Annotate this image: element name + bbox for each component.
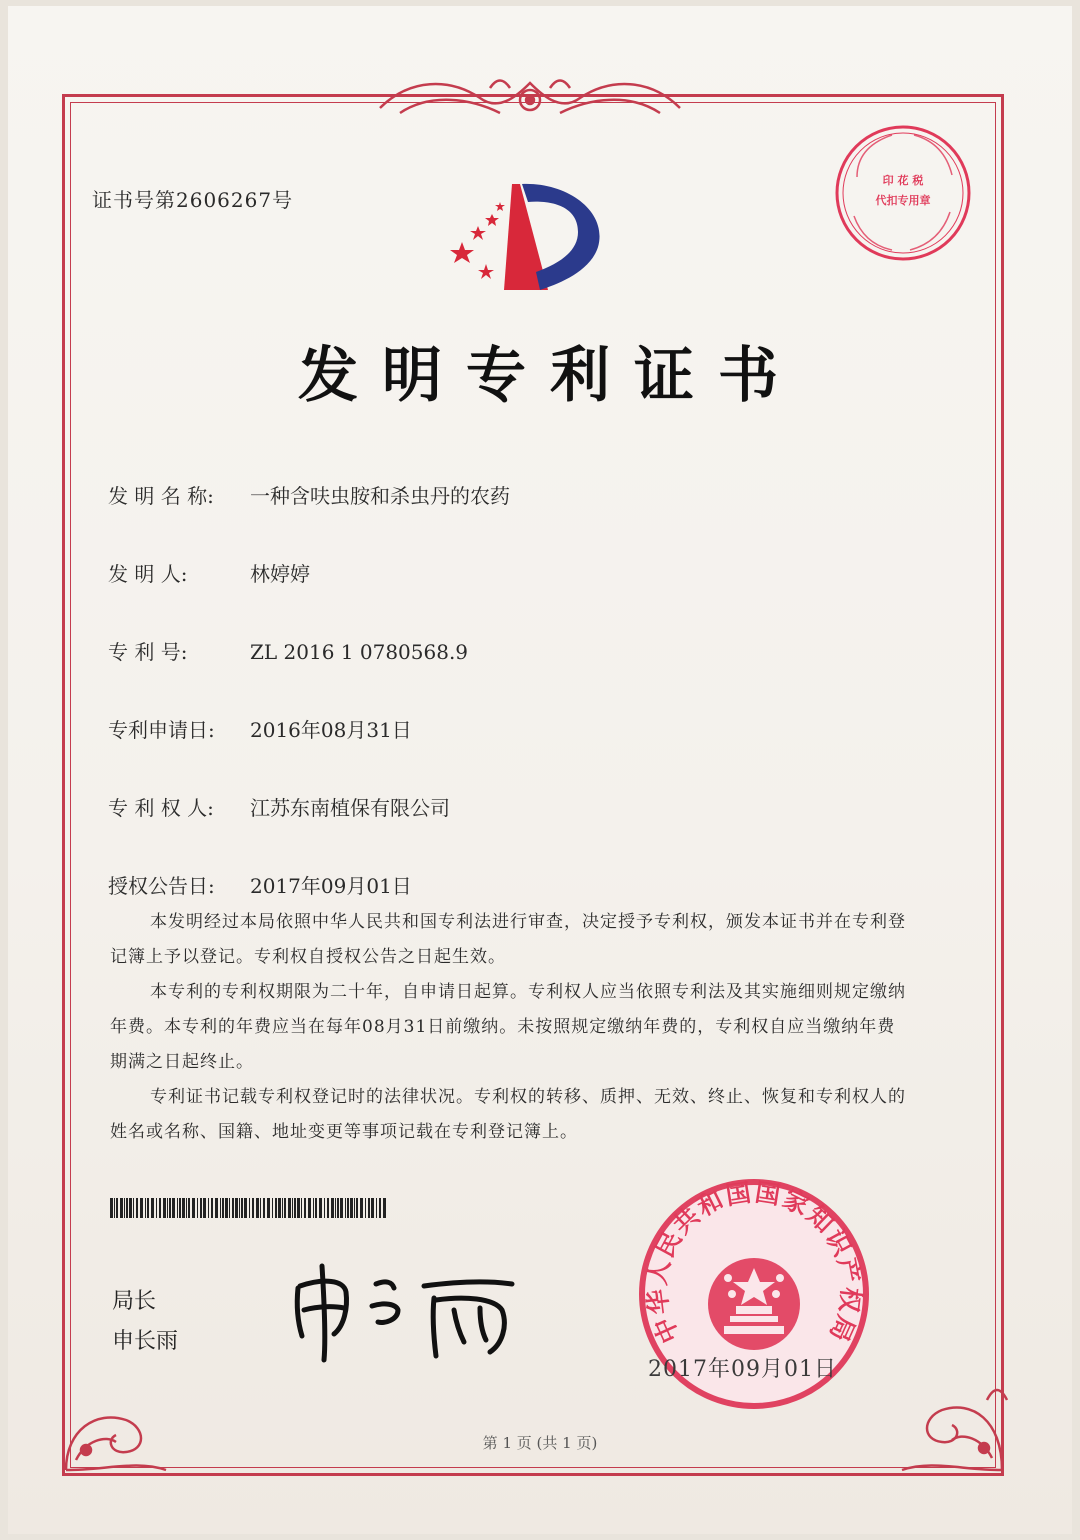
director-name: 申长雨 xyxy=(112,1329,179,1354)
field-patentee xyxy=(108,792,450,821)
corner-ornament-bottom-right-icon xyxy=(892,1360,1012,1480)
field-label: 发 明 人: xyxy=(108,562,188,586)
certificate-number: 证书号第2606267号 xyxy=(92,188,294,212)
certificate-title: 发明专利证书 xyxy=(298,341,802,411)
svg-text:印 花 税: 印 花 税 xyxy=(882,174,924,187)
barcode-icon xyxy=(110,1198,388,1218)
seal-text: 中华人民共和国国家知识产权局 xyxy=(642,1177,866,1348)
corner-ornament-bottom-left-icon xyxy=(56,1380,176,1480)
field-invention-name xyxy=(108,480,510,509)
legal-paragraph-3: 专利证书记载专利权登记时的法律状况。专利权的转移、质押、无效、终止、恢复和专利权人的姓名或名称、国籍、地址变更等事项记载在专利登记簿上。 xyxy=(110,1087,906,1142)
field-value: 2016年08月31日 xyxy=(250,718,412,742)
patent-office-logo-icon xyxy=(448,172,618,302)
director-block xyxy=(112,1282,178,1362)
field-value: 江苏东南植保有限公司 xyxy=(250,796,450,820)
director-title: 局长 xyxy=(112,1289,157,1314)
seal-date: 2017年09月01日 xyxy=(648,1357,837,1382)
field-label: 授权公告日: xyxy=(108,874,215,898)
svg-text:代扣专用章: 代扣专用章 xyxy=(875,194,931,207)
field-value: 林婷婷 xyxy=(250,562,310,586)
field-application-date xyxy=(108,714,412,743)
field-grant-date xyxy=(108,870,412,899)
handwritten-signature-icon xyxy=(284,1248,524,1368)
field-label: 专利申请日: xyxy=(108,718,215,742)
field-patent-number xyxy=(108,636,468,665)
legal-paragraph-1: 本发明经过本局依照中华人民共和国专利法进行审查，决定授予专利权，颁发本证书并在专利登记簿上予以登记。专利权自授权公告之日起生效。 xyxy=(110,912,906,967)
field-label: 专 利 号: xyxy=(108,640,188,664)
field-value: 一种含呋虫胺和杀虫丹的农药 xyxy=(250,484,510,508)
field-inventor xyxy=(108,558,310,587)
field-label: 发 明 名 称: xyxy=(108,484,214,508)
top-ornament-icon xyxy=(370,68,690,128)
field-value: 2017年09月01日 xyxy=(250,874,412,898)
page-footer: 第 1 页 (共 1 页) xyxy=(482,1434,598,1452)
field-label: 专 利 权 人: xyxy=(108,796,214,820)
tax-stamp-seal-icon xyxy=(832,122,974,264)
legal-paragraph-2: 本专利的专利权期限为二十年，自申请日起算。专利权人应当依照专利法及其实施细则规定缴纳年费。本专利的年费应当在每年08月31日前缴纳。未按照规定缴纳年费的，专利权自应当缴纳年费期满之日起终止。 xyxy=(110,982,906,1072)
field-value: ZL 2016 1 0780568.9 xyxy=(250,640,469,664)
